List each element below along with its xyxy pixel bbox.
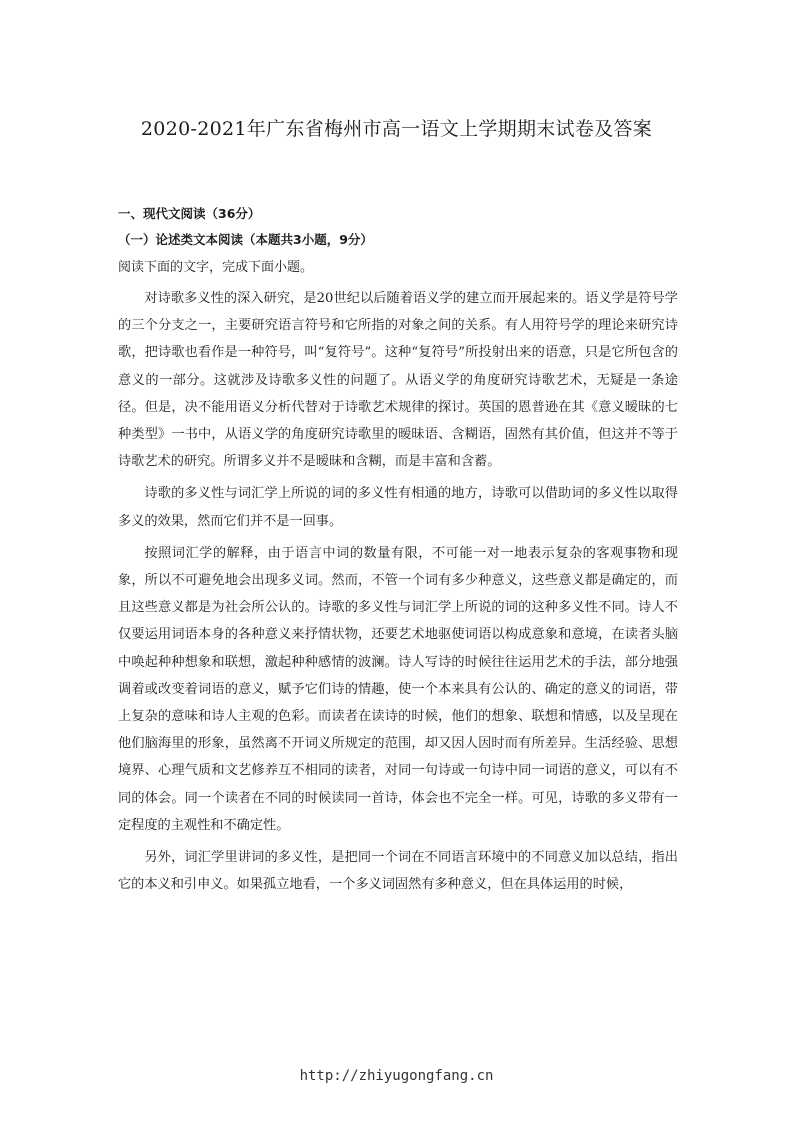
footer-url: http://zhiyugongfang.cn [299, 1068, 494, 1084]
document-body [118, 204, 678, 903]
section-heading: 一、现代文阅读（36分） [118, 206, 261, 221]
paragraph-4: 另外，词汇学里讲词的多义性，是把同一个词在不同语言环境中的不同意义加以总结，指出它的本义和引申义。如果孤立地看，一个多义词固然有多种意义，但在具体运用的时候， [118, 850, 678, 893]
paragraph-2: 诗歌的多义性与词汇学上所说的词的多义性有相通的地方，诗歌可以借助词的多义性以取得多义的效果，然而它们并不是一回事。 [118, 486, 678, 529]
reading-instruction: 阅读下面的文字，完成下面小题。 [118, 260, 314, 275]
paragraph-3: 按照词汇学的解释，由于语言中词的数量有限，不可能一对一地表示复杂的客观事物和现象，所以不可避免地会出现多义词。然而，不管一个词有多少种意义，这些意义都是确定的，而且这些意义都是为社会所公认的。诗歌的多义性与词汇学上所说的词的这种多义性不同。诗人不仅要运用词语本身的各种意义来抒情状物，还要艺术地驱使词语以构成意象和意境，在读者头脑中唤起种种想象和联想，激起种种感情的波澜。诗人写诗的时候往往运用艺术的手法，部分地强调着或改变着词语的意义，赋予它们诗的情趣，使一个本来具有公认的、确定的意义的词语，带上复杂的意味和诗人主观的色彩。而读者在读诗的时候，他们的想象、联想和情感，以及呈现在他们脑海里的形象，虽然离不开词义所规定的范围，却又因人因时而有所差异。生活经验、思想境界、心理气质和文艺修养互不相同的读者，对同一句诗或一句诗中同一词语的意义，可以有不同的体会。同一个读者在不同的时候读同一首诗，体会也不完全一样。可见，诗歌的多义带有一定程度的主观性和不确定性。 [118, 545, 678, 833]
document-title: 2020-2021年广东省梅州市高一语文上学期期末试卷及答案 [140, 117, 653, 140]
sub-section-heading: （一）论述类文本阅读（本题共3小题，9分） [118, 232, 373, 247]
paragraph-1: 对诗歌多义性的深入研究，是20世纪以后随着语义学的建立而开展起来的。语义学是符号学的三个分支之一，主要研究语言符号和它所指的对象之间的关系。有人用符号学的理论来研究诗歌，把诗歌也看作是一种符号，叫“复符号”。这种“复符号”所投射出来的语意，只是它所包含的意义的一部分。这就涉及诗歌多义性的问题了。从语义学的角度研究诗歌艺术，无疑是一条途径。但是，决不能用语义分析代替对于诗歌艺术规律的探讨。英国的恩普逊在其《意义暧昧的七种类型》一书中，从语义学的角度研究诗歌里的暧昧语、含糊语，固然有其价值，但这并不等于诗歌艺术的研究。所谓多义并不是暧昧和含糊，而是丰富和含蓄。 [118, 291, 678, 470]
